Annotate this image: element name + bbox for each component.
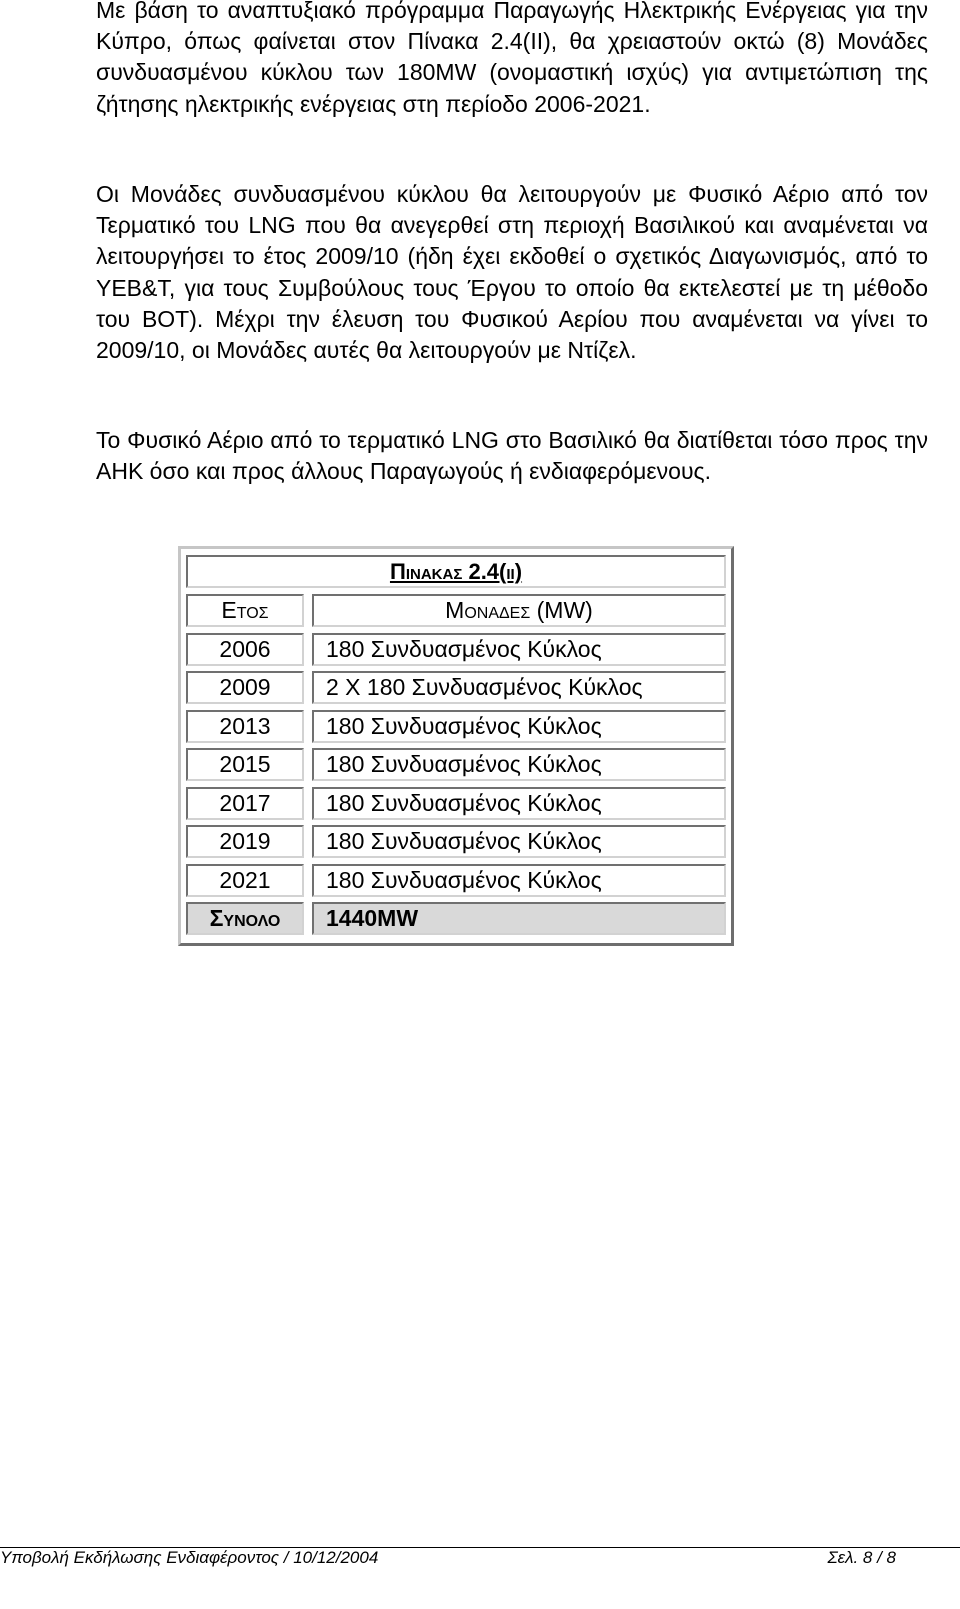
- table-total-label: Συνολο: [186, 902, 304, 935]
- table-cell-units: 180 Συνδυασμένος Κύκλος: [312, 864, 726, 897]
- header-units-label: Μοναδες (MW): [445, 597, 593, 623]
- table-cell-year: 2013: [186, 710, 304, 743]
- generation-units-table: [178, 546, 734, 946]
- footer-page-number: Σελ. 8 / 8: [827, 1548, 896, 1567]
- table-cell-units: 180 Συνδυασμένος Κύκλος: [312, 710, 726, 743]
- table-title-cell: [186, 555, 726, 588]
- paragraph-generation-program: Με βάση το αναπτυξιακό πρόγραμμα Παραγωγής Ηλεκτρικής Ενέργειας για την Κύπρο, όπως φαίνεται στον Πίνακα 2.4(ΙΙ), θα χρειαστούν οκτώ (8) Μονάδες συνδυασμένου κύκλου των 180MW (ονομαστική ισχύς) για αντιμετώπιση της ζήτησης ηλεκτρικής ενέργειας στη περίοδο 2006-2021.: [96, 0, 928, 117]
- paragraph-gas-distribution: Το Φυσικό Αέριο από το τερματικό LNG στο Βασιλικό θα διατίθεται τόσο προς την ΑΗΚ όσο και προς άλλους Παραγωγούς ή ενδιαφερόμενους.: [96, 427, 928, 485]
- table-cell-units: 180 Συνδυασμένος Κύκλος: [312, 633, 726, 666]
- table-cell-year: 2017: [186, 787, 304, 820]
- table-cell-year: 2006: [186, 633, 304, 666]
- table-cell-year: 2015: [186, 748, 304, 781]
- table-cell-units: 180 Συνδυασμένος Κύκλος: [312, 825, 726, 858]
- table-cell-units: 180 Συνδυασμένος Κύκλος: [312, 787, 726, 820]
- header-units: [312, 594, 726, 627]
- table-cell-units: 180 Συνδυασμένος Κύκλος: [312, 748, 726, 781]
- table-title: Πινακας 2.4(ιι): [389, 558, 523, 584]
- paragraph-natural-gas-lng: Οι Μονάδες συνδυασμένου κύκλου θα λειτουργούν με Φυσικό Αέριο από τον Τερματικό του LNG που θα ανεγερθεί στη περιοχή Βασιλικού και αναμένεται να λειτουργήσει το έτος 2009/10 (ήδη έχει εκδοθεί ο σχετικός Διαγωνισμός, από το ΥΕΒ&Τ, για τους Συμβούλους τους Έργου το οποίο θα εκτελεστεί με τη μέθοδο του ΒΟΤ). Μέχρι την έλευση του Φυσικού Αερίου που αναμένεται να γίνει το 2009/10, οι Μονάδες αυτές θα λειτουργούν με Ντίζελ.: [96, 181, 928, 364]
- table-cell-year: 2009: [186, 671, 304, 704]
- header-year: Ετος: [186, 594, 304, 627]
- table-cell-units: 2 X 180 Συνδυασμένος Κύκλος: [312, 671, 726, 704]
- footer-document-title: Υποβολή Εκδήλωσης Ενδιαφέροντος / 10/12/2004: [0, 1548, 379, 1567]
- table-total-value: 1440MW: [312, 902, 726, 935]
- table-cell-year: 2019: [186, 825, 304, 858]
- table-cell-year: 2021: [186, 864, 304, 897]
